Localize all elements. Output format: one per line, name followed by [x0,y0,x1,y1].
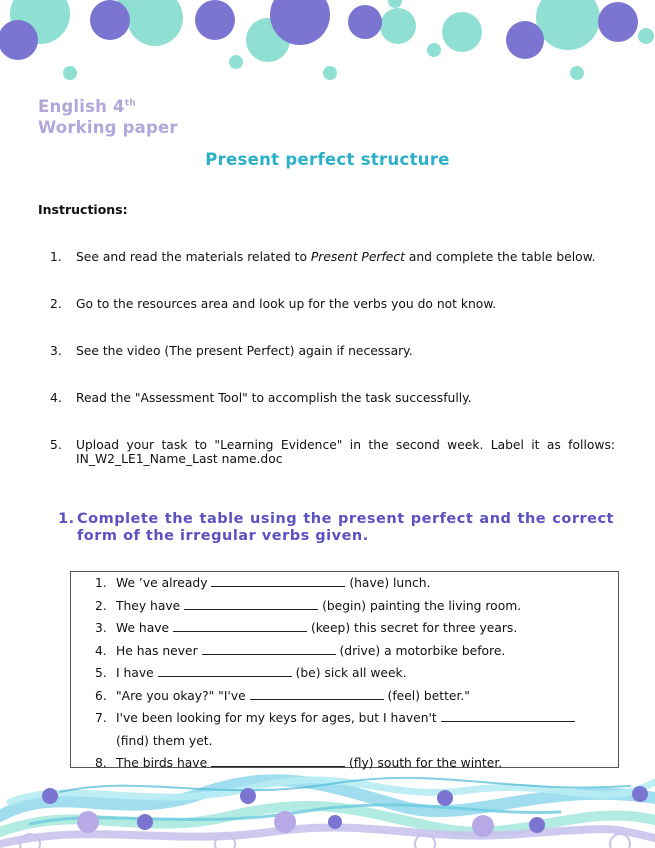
answer-blank[interactable] [202,642,336,655]
instructions-heading: Instructions: [38,202,128,217]
course-title: English 4th [38,97,136,116]
answer-blank[interactable] [211,574,345,587]
instruction-step: 2. Go to the resources area and look up for the verbs you do not know. [50,297,497,311]
answer-blank[interactable] [158,664,292,677]
answer-blank[interactable] [211,754,345,767]
task-heading: 1. Complete the table using the present perfect and the correct form of the irregular verbs given. [58,511,614,544]
instruction-step: 1. See and read the materials related to Present Perfect and complete the table below. [50,250,596,264]
instruction-step: 5. Upload your task to "Learning Evidence" in the second week. Label it as follows: IN_W2_LE1_Name_Last name.doc [50,438,615,466]
page-title: Present perfect structure [205,150,450,169]
answer-blank[interactable] [184,597,318,610]
exercise-item: 5. I have (be) sick all week. [95,666,407,680]
instruction-step: 3. See the video (The present Perfect) again if necessary. [50,344,413,358]
course-header [38,96,178,138]
exercise-item: 8. The birds have (fly) south for the winter. [95,756,503,770]
exercise-item: 6. "Are you okay?" "I've (feel) better." [95,688,470,703]
instruction-steps [50,250,615,499]
exercise-box [70,571,619,768]
top-bubble-decoration [0,0,655,90]
exercise-item: 2. They have (begin) painting the living room. [95,598,522,613]
answer-blank[interactable] [441,709,575,722]
exercise-list [95,572,595,775]
exercise-item: 3. We have (keep) this secret for three years. [95,621,518,635]
answer-blank[interactable] [250,687,384,700]
exercise-item: 4. He has never (drive) a motorbike before. [95,643,506,658]
instruction-step: 4. Read the "Assessment Tool" to accomplish the task successfully. [50,391,472,405]
exercise-item: 1. We ’ve already (have) lunch. [95,576,431,590]
bottom-wave-decoration [0,772,655,848]
answer-blank[interactable] [173,619,307,632]
exercise-item: 7. I've been looking for my keys for ages, but I haven't (find) them yet. [95,707,595,752]
document-type: Working paper [38,118,178,137]
